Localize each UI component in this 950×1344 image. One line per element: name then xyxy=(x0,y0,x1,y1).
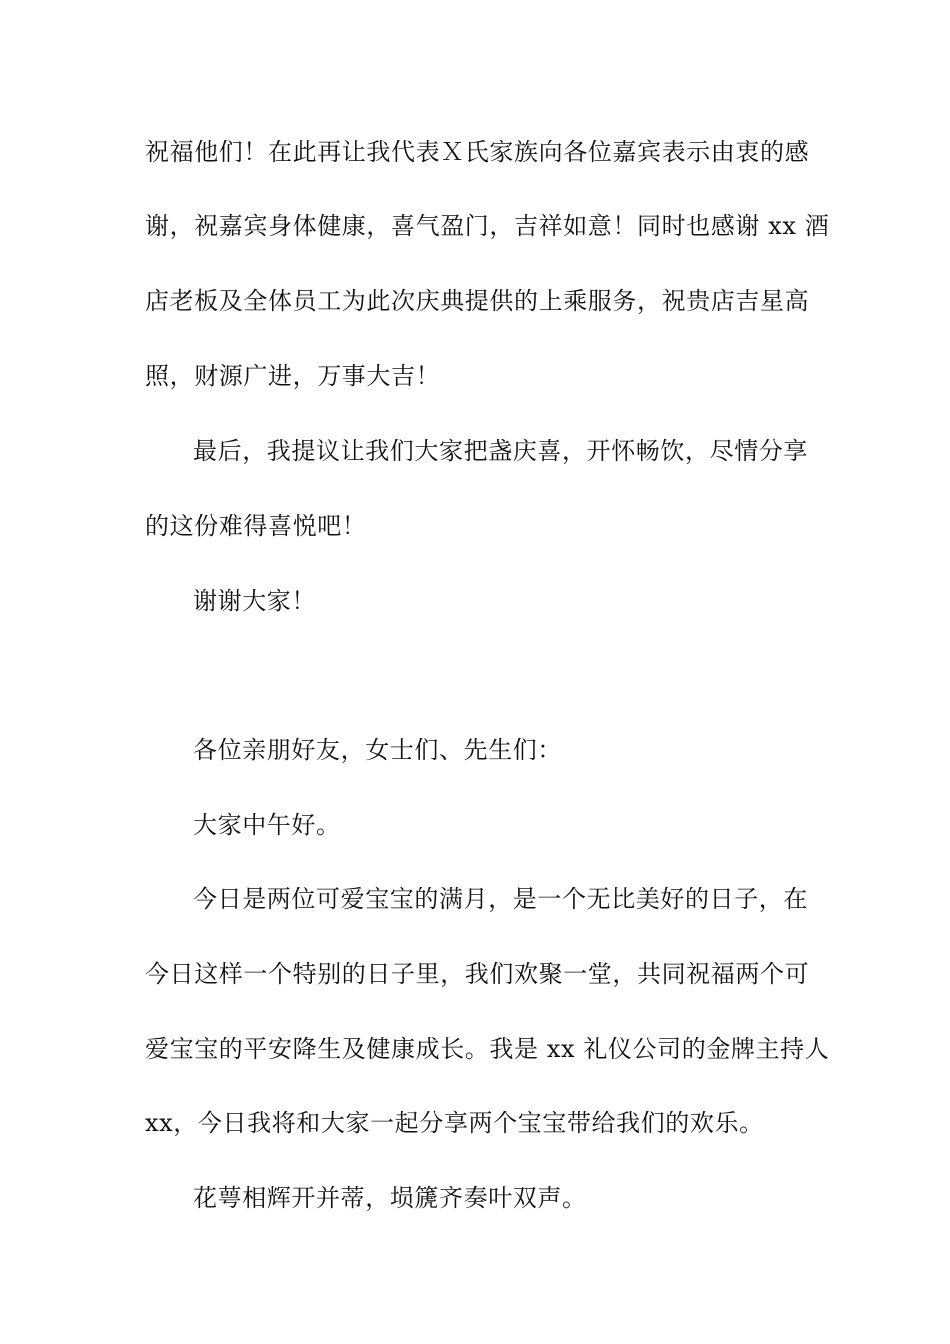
text-line: xx，今日我将和大家一起分享两个宝宝带给我们的欢乐。 xyxy=(145,1109,764,1137)
text-line: 花萼相辉开并蒂，埙篪齐奏叶双声。 xyxy=(193,1184,587,1212)
text-line: 照，财源广进，万事大吉！ xyxy=(145,362,441,390)
text-line: 谢，祝嘉宾身体健康，喜气盈门，吉祥如意！同时也感谢 xx 酒 xyxy=(145,212,830,240)
text-line: 店老板及全体员工为此次庆典提供的上乘服务，祝贵店吉星高 xyxy=(145,287,810,315)
text-line: 今日这样一个特别的日子里，我们欢聚一堂，共同祝福两个可 xyxy=(145,960,810,988)
text-line: 谢谢大家！ xyxy=(193,587,316,615)
text-line: 今日是两位可爱宝宝的满月，是一个无比美好的日子，在 xyxy=(193,885,808,913)
text-line: 大家中午好。 xyxy=(193,811,341,839)
text-line: 各位亲朋好友，女士们、先生们： xyxy=(193,736,562,764)
text-line: 最后，我提议让我们大家把盏庆喜，开怀畅饮，尽情分享 xyxy=(193,437,808,465)
text-line: 爱宝宝的平安降生及健康成长。我是 xx 礼仪公司的金牌主持人 xyxy=(145,1035,830,1063)
text-line: 祝福他们！在此再让我代表Ｘ氏家族向各位嘉宾表示由衷的感 xyxy=(145,138,810,166)
text-line: 的这份难得喜悦吧！ xyxy=(145,512,367,540)
